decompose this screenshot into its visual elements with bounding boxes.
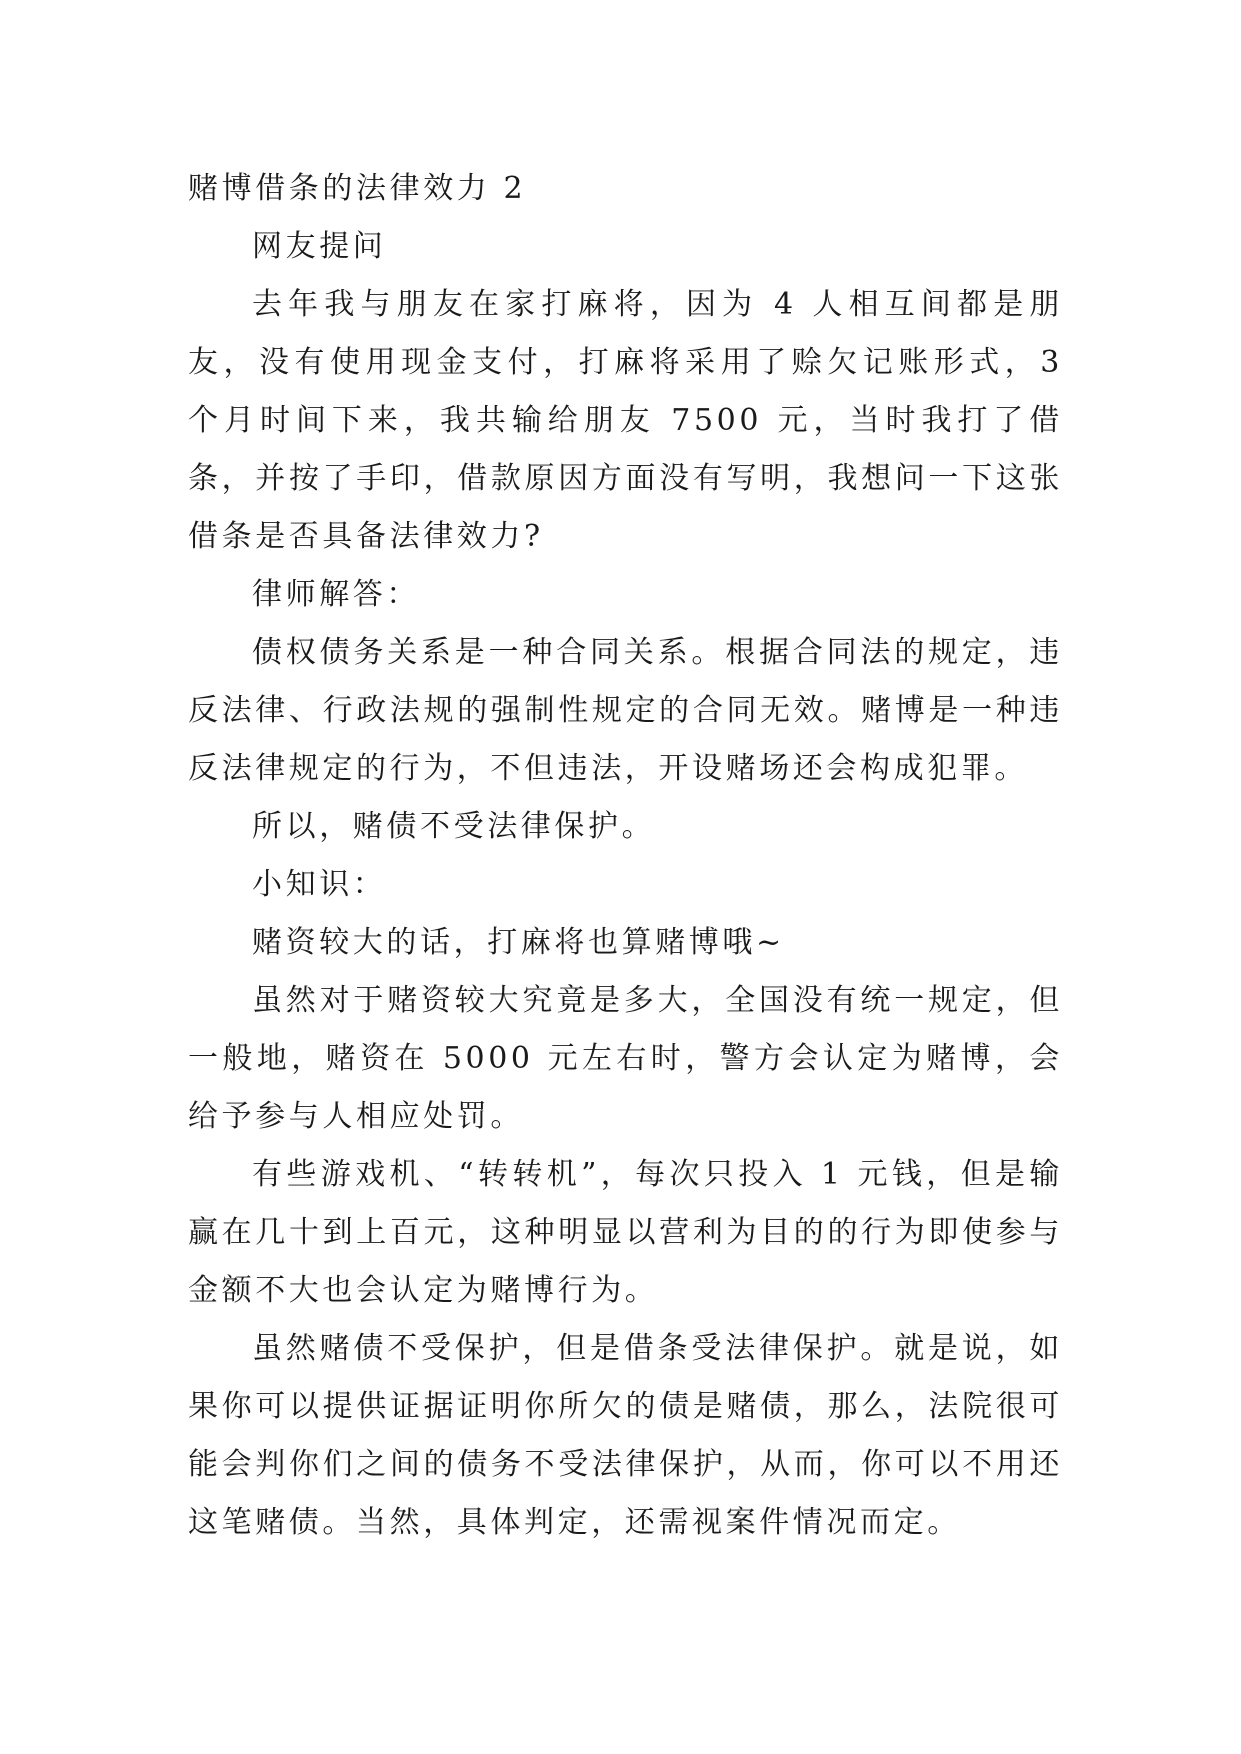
paragraph-answer: 债权债务关系是一种合同关系。根据合同法的规定，违反法律、行政法规的强制性规定的合同无效。赌博是一种违反法律规定的行为，不但违法，开设赌场还会构成犯罪。 (188, 635, 1063, 786)
paragraph-tips-label: 小知识： (252, 867, 387, 902)
paragraph-question-label: 网友提问 (252, 229, 387, 264)
paragraph-question: 去年我与朋友在家打麻将，因为 4 人相互间都是朋友，没有使用现金支付，打麻将采用了赊欠记账形式，3 个月时间下来，我共输给朋友 7500 元，当时我打了借条，并按了手印，借款原因方面没有写明，我想问一下这张借条是否具备法律效力? (188, 287, 1063, 554)
paragraph-tip-3: 有些游戏机、“转转机”，每次只投入 1 元钱，但是输赢在几十到上百元，这种明显以营利为目的的行为即使参与金额不大也会认定为赌博行为。 (188, 1157, 1063, 1308)
paragraph-answer-label: 律师解答： (252, 577, 420, 612)
document-title: 赌博借条的法律效力 2 (188, 171, 527, 206)
paragraph-conclusion: 所以，赌债不受法律保护。 (252, 809, 656, 844)
paragraph-tip-4: 虽然赌债不受保护，但是借条受法律保护。就是说，如果你可以提供证据证明你所欠的债是赌债，那么，法院很可能会判你们之间的债务不受法律保护，从而，你可以不用还这笔赌债。当然，具体判定，还需视案件情况而定。 (188, 1331, 1063, 1540)
paragraph-tip-1: 赌资较大的话，打麻将也算赌博哦~ (252, 925, 785, 960)
paragraph-tip-2: 虽然对于赌资较大究竟是多大，全国没有统一规定，但一般地，赌资在 5000 元左右时，警方会认定为赌博，会给予参与人相应处罚。 (188, 983, 1063, 1134)
document-page (188, 160, 1063, 1552)
